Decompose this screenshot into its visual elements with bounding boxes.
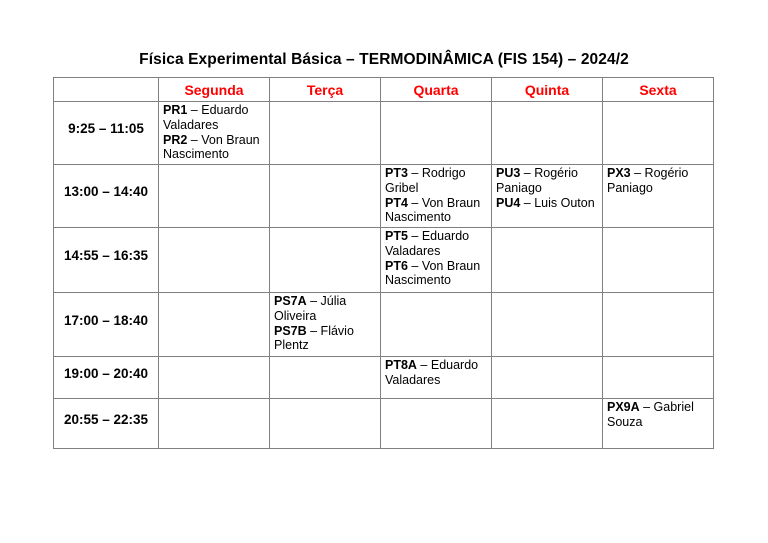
class-entry: PU3 – Rogério Paniago <box>496 166 579 195</box>
class-code: PT8A <box>385 358 417 372</box>
cell-quinta-row2 <box>492 165 603 228</box>
cell-terca-row2 <box>270 165 381 228</box>
cell-segunda-row1 <box>159 102 270 165</box>
class-entry: PT4 – Von Braun Nascimento <box>385 195 481 225</box>
cell-quarta-row2 <box>381 165 492 228</box>
schedule-body <box>54 102 714 449</box>
class-entry: PR1 – Eduardo Valadares <box>163 103 249 132</box>
cell-sexta-row4 <box>603 293 714 357</box>
cell-quarta-row5 <box>381 357 492 399</box>
class-entry: PT8A – Eduardo Valadares <box>385 358 479 387</box>
cell-terca-row3 <box>270 228 381 293</box>
cell-quinta-row3 <box>492 228 603 293</box>
time-cell-4: 17:00 – 18:40 <box>54 293 159 357</box>
class-entry: PT5 – Eduardo Valadares <box>385 229 470 258</box>
class-entry: PT6 – Von Braun Nascimento <box>385 258 481 288</box>
schedule-row-6 <box>54 399 714 449</box>
cell-sexta-row1 <box>603 102 714 165</box>
cell-quarta-row1 <box>381 102 492 165</box>
corner-cell <box>54 78 159 102</box>
class-entry: PX9A – Gabriel Souza <box>607 400 694 429</box>
class-code: PT3 <box>385 166 408 180</box>
cell-quinta-row5 <box>492 357 603 399</box>
cell-quinta-row6 <box>492 399 603 449</box>
class-entry: PU4 – Luis Outon <box>496 195 595 210</box>
schedule-table <box>53 77 714 449</box>
cell-segunda-row2 <box>159 165 270 228</box>
time-cell-5: 19:00 – 20:40 <box>54 357 159 399</box>
cell-sexta-row3 <box>603 228 714 293</box>
cell-quarta-row4 <box>381 293 492 357</box>
schedule-row-1 <box>54 102 714 165</box>
cell-terca-row5 <box>270 357 381 399</box>
class-code: PS7B <box>274 323 307 338</box>
class-code: PR2 <box>163 132 188 147</box>
schedule-row-4 <box>54 293 714 357</box>
cell-sexta-row2 <box>603 165 714 228</box>
day-header-terca: Terça <box>270 78 381 102</box>
day-header-segunda: Segunda <box>159 78 270 102</box>
class-code: PT6 <box>385 258 408 273</box>
schedule-row-2 <box>54 165 714 228</box>
class-code: PT4 <box>385 195 408 210</box>
class-entry: PR2 – Von Braun Nascimento <box>163 132 260 162</box>
schedule-header <box>54 78 714 102</box>
class-code: PR1 <box>163 103 188 117</box>
cell-terca-row1 <box>270 102 381 165</box>
time-cell-2: 13:00 – 14:40 <box>54 165 159 228</box>
cell-quarta-row3 <box>381 228 492 293</box>
cell-quinta-row1 <box>492 102 603 165</box>
class-entry: PS7B – Flávio Plentz <box>274 323 354 353</box>
cell-sexta-row6 <box>603 399 714 449</box>
day-header-sexta: Sexta <box>603 78 714 102</box>
page-title: Física Experimental Básica – TERMODINÂMICA (FIS 154) – 2024/2 <box>139 51 629 68</box>
class-entry: PT3 – Rodrigo Gribel <box>385 166 466 195</box>
class-code: PT5 <box>385 229 408 243</box>
class-code: PU4 <box>496 195 521 210</box>
class-code: PU3 <box>496 166 521 180</box>
cell-sexta-row5 <box>603 357 714 399</box>
class-code: PX3 <box>607 166 631 180</box>
cell-segunda-row6 <box>159 399 270 449</box>
class-entry: PS7A – Júlia Oliveira <box>274 294 347 323</box>
day-header-quinta: Quinta <box>492 78 603 102</box>
time-cell-1: 9:25 – 11:05 <box>54 102 159 165</box>
cell-segunda-row4 <box>159 293 270 357</box>
class-code: PS7A <box>274 294 307 308</box>
class-entry: PX3 – Rogério Paniago <box>607 166 689 195</box>
class-code: PX9A <box>607 400 640 414</box>
time-cell-3: 14:55 – 16:35 <box>54 228 159 293</box>
cell-segunda-row3 <box>159 228 270 293</box>
time-cell-6: 20:55 – 22:35 <box>54 399 159 449</box>
cell-terca-row4 <box>270 293 381 357</box>
schedule-row-5 <box>54 357 714 399</box>
cell-segunda-row5 <box>159 357 270 399</box>
header-row <box>54 78 714 102</box>
cell-terca-row6 <box>270 399 381 449</box>
cell-quinta-row4 <box>492 293 603 357</box>
day-header-quarta: Quarta <box>381 78 492 102</box>
schedule-row-3 <box>54 228 714 293</box>
cell-quarta-row6 <box>381 399 492 449</box>
